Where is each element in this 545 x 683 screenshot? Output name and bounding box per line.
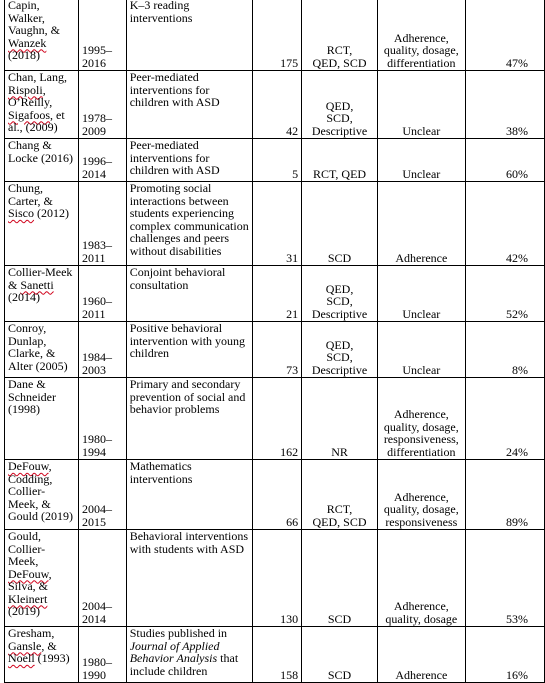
years-cell <box>78 139 126 182</box>
percentage-cell <box>465 266 544 322</box>
cell-line: 1996– <box>81 154 112 168</box>
years-cell <box>78 0 126 71</box>
text-segment: that <box>217 651 239 665</box>
text-segment: interactions between <box>129 193 229 208</box>
cell-line <box>8 360 75 373</box>
text-segment: (1998) <box>8 402 40 416</box>
cell-line <box>130 164 249 177</box>
text-segment: Primary and secondary <box>129 377 241 391</box>
text-segment: Capin, <box>8 0 40 12</box>
spellcheck-flagged-word: DeFouw <box>8 566 49 581</box>
percentage-value: 47% <box>506 55 528 70</box>
cell-line <box>8 605 75 618</box>
cell-line: 1990 <box>81 667 106 682</box>
cell-line: 1984– <box>81 350 112 364</box>
cell-line: 2014 <box>81 166 106 181</box>
cell-line <box>8 49 75 62</box>
study-table <box>4 0 545 683</box>
spellcheck-flagged-word: Sigafoos <box>8 107 50 122</box>
text-segment: al., (2009) <box>8 120 58 134</box>
fidelity-dimensions-cell <box>377 71 465 139</box>
percentage-cell <box>465 139 544 182</box>
cell-line <box>130 12 249 25</box>
cell-line: SCD <box>327 667 352 682</box>
text-segment: Peer-mediated <box>129 138 199 152</box>
text-segment: Meek, & <box>8 496 51 511</box>
text-segment: Gould (2019) <box>8 509 73 523</box>
n-cell <box>252 322 301 378</box>
cell-line: SCD <box>327 250 352 265</box>
cell-line: 1980– <box>81 432 112 446</box>
cell-line: RCT, QED <box>312 166 367 181</box>
cell-line <box>130 279 249 292</box>
cell-line: Unclear <box>402 306 441 321</box>
percentage-cell <box>465 0 544 71</box>
percentage-cell <box>465 627 544 683</box>
cell-line <box>130 347 249 360</box>
fidelity-dimensions-cell <box>377 182 465 266</box>
n-value: 73 <box>286 362 299 377</box>
design-cell <box>302 378 378 460</box>
text-segment: Studies published in <box>129 626 228 640</box>
table-row <box>5 322 545 378</box>
design-cell <box>302 460 378 530</box>
text-segment: include children <box>129 663 208 678</box>
percentage-cell <box>465 71 544 139</box>
text-segment: Alter (2005) <box>8 358 68 373</box>
cell-line <box>130 665 249 678</box>
cell-line: Adherence, <box>393 489 449 504</box>
cell-line: QED, <box>325 98 354 113</box>
cell-line: Unclear <box>402 362 441 377</box>
italic-text: Behavior Analysis <box>129 651 218 665</box>
cell-line: quality, dosage, <box>383 43 459 57</box>
text-segment: Conjoint behavioral <box>129 265 226 279</box>
n-cell <box>252 378 301 460</box>
interventions-cell <box>126 378 252 460</box>
cell-line <box>8 152 75 165</box>
cell-line: 2004– <box>81 502 112 516</box>
percentage-value: 52% <box>506 306 528 321</box>
text-segment: , <box>48 566 52 581</box>
cell-line: 1960– <box>81 294 112 308</box>
interventions-cell <box>126 266 252 322</box>
text-segment: O’Reilly, <box>8 95 53 109</box>
fidelity-dimensions-cell <box>377 378 465 460</box>
cell-line: quality, dosage <box>385 611 458 626</box>
table-row <box>5 627 545 683</box>
n-cell <box>252 627 301 683</box>
years-cell <box>78 460 126 530</box>
n-value: 175 <box>280 55 299 70</box>
text-segment: Collier-Meek <box>8 265 73 279</box>
n-cell <box>252 460 301 530</box>
text-segment: , & <box>41 638 57 653</box>
text-segment: students experiencing <box>129 206 235 220</box>
text-segment: Mathematics <box>129 459 192 473</box>
n-value: 130 <box>280 611 299 626</box>
text-segment: interventions <box>129 471 193 486</box>
n-cell <box>252 182 301 266</box>
design-cell <box>302 71 378 139</box>
cell-line: Adherence, <box>393 30 449 45</box>
italic-text: Journal of Applied <box>129 638 220 653</box>
design-cell <box>302 530 378 627</box>
text-segment: Peer-mediated <box>129 70 199 84</box>
text-segment: Gresham, <box>8 626 55 640</box>
n-cell <box>252 139 301 182</box>
n-value: 31 <box>286 250 299 265</box>
cell-line: NR <box>331 444 348 459</box>
cell-line <box>130 245 249 258</box>
percentage-value: 53% <box>506 611 528 626</box>
n-cell <box>252 266 301 322</box>
cell-line: 2016 <box>81 55 106 70</box>
n-value: 66 <box>286 514 299 529</box>
cell-line: SCD, <box>326 294 353 308</box>
text-segment: Vaughn, & <box>8 23 60 37</box>
design-cell <box>302 139 378 182</box>
cell-line: 2009 <box>81 123 106 138</box>
spellcheck-flagged-word: Wanzek <box>8 35 47 50</box>
spellcheck-flagged-word: Sisco <box>8 206 35 220</box>
cell-line: 2003 <box>81 362 106 377</box>
cell-line: 2014 <box>81 611 106 626</box>
text-segment: behavior problems <box>129 402 220 416</box>
text-segment: Dunlap, <box>8 333 47 348</box>
cell-line <box>8 207 75 220</box>
text-segment: Chan, Lang, <box>8 70 67 84</box>
cell-line: SCD, <box>326 350 353 364</box>
percentage-value: 8% <box>512 362 528 377</box>
cell-line: 2015 <box>81 514 106 529</box>
years-cell <box>78 378 126 460</box>
cell-line: RCT, <box>326 502 353 516</box>
fidelity-dimensions-cell <box>377 0 465 71</box>
author-cell <box>5 0 79 71</box>
years-cell <box>78 266 126 322</box>
author-cell <box>5 530 79 627</box>
cell-line: 1994 <box>81 444 106 459</box>
text-segment: Codding, <box>8 471 53 486</box>
text-segment: intervention with young <box>129 333 246 348</box>
n-value: 42 <box>286 123 299 138</box>
cell-line: Descriptive <box>311 306 368 321</box>
cell-line <box>8 652 75 665</box>
n-cell <box>252 71 301 139</box>
percentage-value: 60% <box>506 166 528 181</box>
text-segment: Positive behavioral <box>129 321 223 335</box>
text-segment: children <box>129 346 170 360</box>
text-segment: , <box>48 459 52 473</box>
n-value: 162 <box>280 444 299 459</box>
percentage-value: 42% <box>506 250 528 265</box>
text-segment: (2019) <box>8 604 40 618</box>
fidelity-dimensions-cell <box>377 139 465 182</box>
years-cell <box>78 530 126 627</box>
text-segment: (2012) <box>34 206 70 220</box>
cell-line: SCD, <box>326 111 353 125</box>
text-segment: (2014) <box>8 290 40 304</box>
text-segment: Dane & <box>8 377 46 391</box>
fidelity-dimensions-cell <box>377 266 465 322</box>
text-segment: Behavioral interventions <box>129 529 249 543</box>
table-row <box>5 0 545 71</box>
spellcheck-flagged-word: Sanetti <box>20 277 54 292</box>
text-segment: K–3 reading <box>129 0 190 12</box>
cell-line: quality, dosage, <box>383 419 459 434</box>
cell-line: SCD <box>327 611 352 626</box>
text-segment: , et <box>50 107 65 122</box>
table-row <box>5 530 545 627</box>
cell-line: responsiveness <box>385 514 458 529</box>
text-segment: interventions <box>129 10 193 25</box>
cell-line: RCT, <box>326 43 353 57</box>
text-segment: challenges and peers <box>129 231 230 245</box>
interventions-cell <box>126 322 252 378</box>
cell-line <box>8 291 75 304</box>
interventions-cell <box>126 182 252 266</box>
percentage-value: 24% <box>506 444 528 459</box>
spellcheck-flagged-word: Kleinert <box>8 591 48 606</box>
table-body <box>5 0 545 683</box>
table-row <box>5 266 545 322</box>
interventions-cell <box>126 530 252 627</box>
spellcheck-flagged-word: DeFouw <box>8 459 49 473</box>
cell-line: Adherence, <box>393 407 449 421</box>
text-segment: children with ASD <box>129 163 220 177</box>
cell-line <box>8 510 75 523</box>
text-segment: Schneider <box>8 389 56 404</box>
text-segment: children with ASD <box>129 95 220 109</box>
table-row <box>5 378 545 460</box>
spellcheck-flagged-word: Rispoli <box>8 82 43 97</box>
text-segment: Carter, & <box>8 193 53 208</box>
cell-line: 2011 <box>81 306 106 321</box>
text-segment: interventions for <box>129 150 210 165</box>
text-segment: Chung, <box>8 181 44 195</box>
percentage-value: 16% <box>506 667 528 682</box>
cell-line: Descriptive <box>311 123 368 138</box>
years-cell <box>78 627 126 683</box>
text-segment: Gould, <box>8 529 41 543</box>
cell-line <box>130 473 249 486</box>
cell-line <box>130 543 249 556</box>
text-segment: without disabilities <box>129 243 222 258</box>
text-segment: (2018) <box>8 48 40 62</box>
cell-line: Descriptive <box>311 362 368 377</box>
n-value: 5 <box>292 166 299 181</box>
interventions-cell <box>126 0 252 71</box>
text-segment: Chang & <box>8 138 52 152</box>
design-cell <box>302 266 378 322</box>
text-segment: prevention of social and <box>129 389 246 404</box>
cell-line <box>8 121 75 134</box>
text-segment: (1993) <box>34 651 70 665</box>
text-segment: & <box>8 277 21 292</box>
years-cell <box>78 322 126 378</box>
years-cell <box>78 182 126 266</box>
n-cell <box>252 530 301 627</box>
design-cell <box>302 0 378 71</box>
n-value: 158 <box>280 667 299 682</box>
author-cell <box>5 378 79 460</box>
spellcheck-flagged-word: Gansle <box>8 638 42 653</box>
percentage-cell <box>465 460 544 530</box>
spellcheck-flagged-word: Noell <box>8 651 35 665</box>
n-value: 21 <box>286 306 299 321</box>
author-cell <box>5 71 79 139</box>
fidelity-dimensions-cell <box>377 530 465 627</box>
cell-line: 1983– <box>81 238 112 252</box>
author-cell <box>5 266 79 322</box>
cell-line: 2011 <box>81 250 106 265</box>
cell-line: quality, dosage, <box>383 502 459 516</box>
cell-line: Unclear <box>402 166 441 181</box>
cell-line: 1980– <box>81 655 112 669</box>
cell-line: responsiveness, <box>383 432 459 446</box>
design-cell <box>302 322 378 378</box>
text-segment: Walker, <box>8 10 45 25</box>
text-segment: Locke (2016) <box>8 150 73 165</box>
percentage-cell <box>465 182 544 266</box>
interventions-cell <box>126 460 252 530</box>
text-segment: consultation <box>129 277 189 292</box>
fidelity-dimensions-cell <box>377 627 465 683</box>
text-segment: Meek, <box>8 554 39 568</box>
table-row <box>5 139 545 182</box>
cell-line: Adherence, <box>393 599 449 613</box>
interventions-cell <box>126 139 252 182</box>
design-cell <box>302 182 378 266</box>
cell-line <box>8 403 75 416</box>
text-segment: with students with ASD <box>129 541 245 556</box>
cell-line: QED, <box>325 337 354 352</box>
percentage-cell <box>465 322 544 378</box>
cell-line: 2004– <box>81 599 112 613</box>
interventions-cell <box>126 71 252 139</box>
cell-line <box>130 96 249 109</box>
cell-line: Unclear <box>402 123 441 138</box>
cell-line: differentiation <box>387 55 456 70</box>
text-segment: Silva, & <box>8 579 49 593</box>
percentage-cell <box>465 530 544 627</box>
cell-line: 1978– <box>81 111 112 125</box>
cell-line: Adherence <box>395 667 448 682</box>
table-row <box>5 71 545 139</box>
text-segment: complex communication <box>129 218 249 233</box>
percentage-value: 38% <box>506 123 528 138</box>
percentage-cell <box>465 378 544 460</box>
text-segment: Clarke, & <box>8 346 56 360</box>
table-row <box>5 460 545 530</box>
cell-line: Adherence <box>395 250 448 265</box>
design-cell <box>302 627 378 683</box>
author-cell <box>5 627 79 683</box>
table-row <box>5 182 545 266</box>
text-segment: interventions for <box>129 82 210 97</box>
text-segment: Collier- <box>8 484 46 498</box>
author-cell <box>5 322 79 378</box>
author-cell <box>5 139 79 182</box>
cell-line: QED, SCD <box>312 55 367 70</box>
fidelity-dimensions-cell <box>377 322 465 378</box>
cell-line: QED, <box>325 281 354 296</box>
cell-line: QED, SCD <box>312 514 367 529</box>
text-segment: , <box>42 82 46 97</box>
text-segment: Collier- <box>8 541 46 556</box>
cell-line <box>130 403 249 416</box>
interventions-cell <box>126 627 252 683</box>
text-segment: Promoting social <box>129 181 212 195</box>
cell-line: 1995– <box>81 43 112 57</box>
years-cell <box>78 71 126 139</box>
cell-line: differentiation <box>387 444 456 459</box>
fidelity-dimensions-cell <box>377 460 465 530</box>
percentage-value: 89% <box>506 514 528 529</box>
n-cell <box>252 0 301 71</box>
author-cell <box>5 460 79 530</box>
text-segment: Conroy, <box>8 321 47 335</box>
author-cell <box>5 182 79 266</box>
